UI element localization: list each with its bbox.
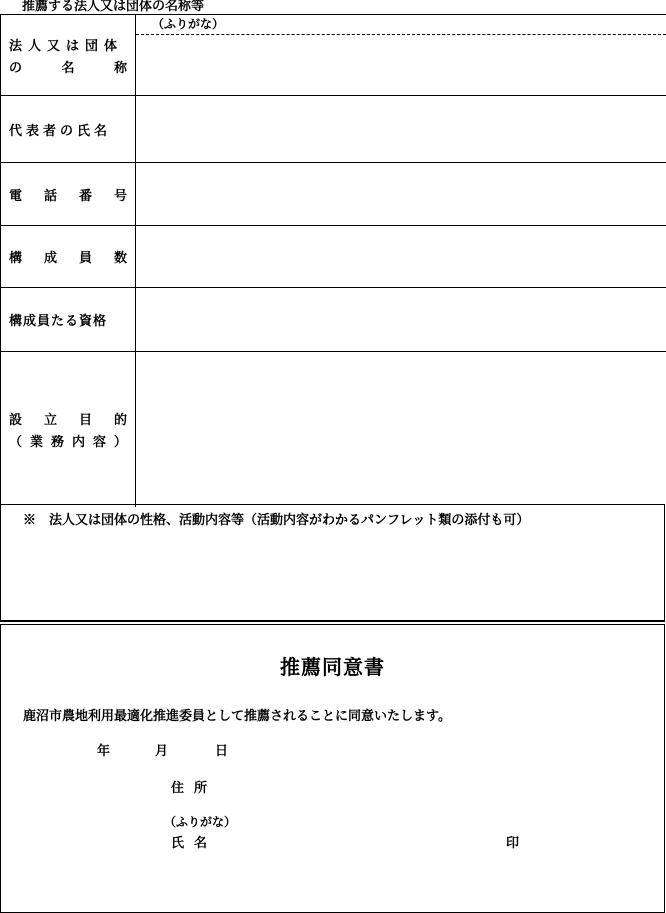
purpose-label-char: 業 [29, 435, 43, 450]
org-name-value[interactable] [136, 15, 666, 95]
member-count-row [1, 226, 666, 288]
qualification-row [1, 288, 666, 352]
representative-label [1, 96, 136, 162]
phone-label-char: 電 [9, 188, 23, 204]
phone-value[interactable] [136, 163, 666, 225]
phone-row [1, 163, 666, 226]
day-label: 日 [215, 744, 229, 759]
phone-label-char: 番 [78, 188, 92, 204]
purpose-label-char: ） [113, 435, 127, 450]
member-count-label-char: 員 [78, 251, 92, 266]
purpose-label-char: 的 [113, 413, 127, 428]
notes-instruction: ※ 法人又は団体の性格、活動内容等（活動内容がわかるパンフレット類の添付も可） [23, 513, 530, 528]
date-fields[interactable] [97, 740, 228, 759]
name-label: 氏名 [171, 836, 218, 851]
consent-title: 推薦同意書 [280, 655, 385, 679]
organization-notes-box[interactable] [0, 504, 665, 622]
purpose-label-char: 務 [50, 435, 64, 450]
qualification-label-text: 構成員たる資格 [9, 314, 108, 329]
consent-form [0, 624, 665, 913]
org-name-row [1, 15, 666, 96]
qualification-value[interactable] [136, 288, 666, 351]
seal-mark: 印 [506, 836, 520, 851]
member-count-value[interactable] [136, 226, 666, 287]
month-label: 月 [155, 744, 169, 759]
org-name-label-char: の [9, 60, 23, 76]
org-name-furigana: （ふりがな） [136, 15, 666, 35]
org-name-label-char: 名 [61, 60, 75, 76]
consent-statement: 鹿沼市農地利用最適化推進委員として推薦されることに同意いたします。 [23, 709, 451, 724]
purpose-label-char: 設 [9, 413, 23, 428]
org-name-label [1, 15, 136, 95]
representative-label-text: 代表者の氏名 [9, 123, 112, 139]
purpose-label-char: 目 [78, 413, 92, 428]
purpose-label [1, 352, 136, 507]
page-heading: 推薦する法人又は団体の名称等 [22, 0, 205, 14]
nominee-organization-table [0, 14, 666, 507]
year-label: 年 [97, 744, 111, 759]
member-count-label [1, 226, 136, 287]
purpose-label-char: （ [9, 435, 23, 450]
org-name-label-line1: 法人又は団体 [9, 38, 124, 54]
member-count-label-char: 成 [43, 251, 57, 266]
representative-value[interactable] [136, 96, 666, 162]
purpose-row [1, 352, 666, 507]
phone-label-char: 話 [43, 188, 57, 204]
purpose-label-char: 内 [71, 435, 85, 450]
phone-label [1, 163, 136, 225]
org-name-label-char: 称 [113, 60, 127, 76]
member-count-label-char: 数 [113, 251, 127, 266]
address-label: 住所 [171, 781, 218, 796]
purpose-value[interactable] [136, 352, 666, 507]
phone-label-char: 号 [113, 188, 127, 204]
name-furigana-label: （ふりがな） [164, 815, 237, 829]
qualification-label [1, 288, 136, 351]
purpose-label-char: 容 [92, 435, 106, 450]
member-count-label-char: 構 [9, 251, 23, 266]
purpose-label-char: 立 [43, 413, 57, 428]
representative-row [1, 96, 666, 163]
